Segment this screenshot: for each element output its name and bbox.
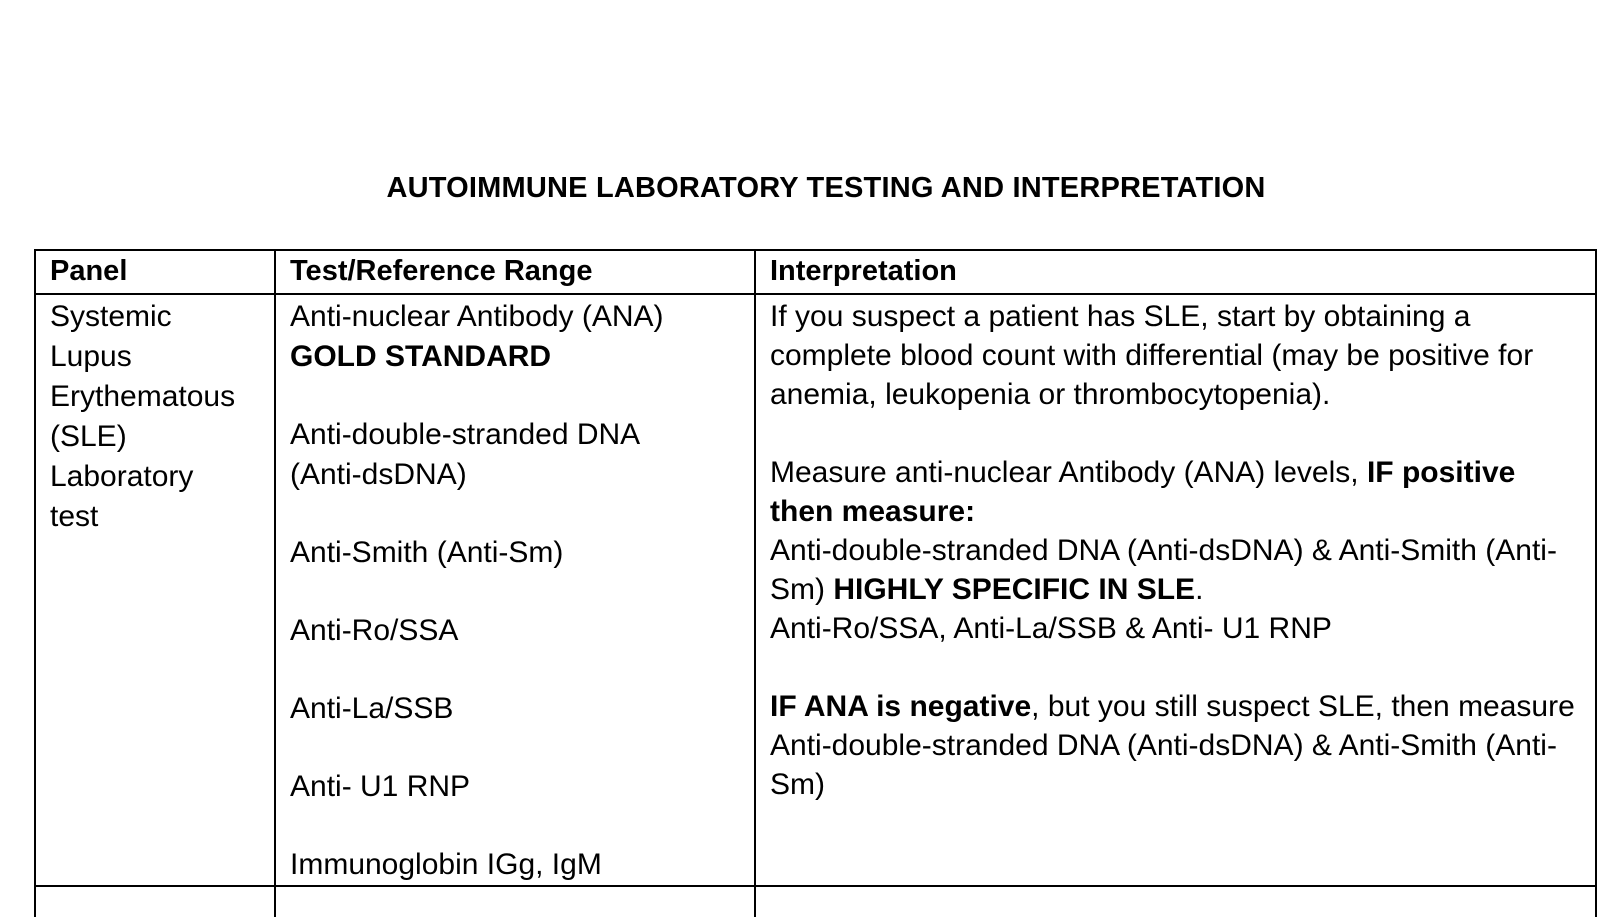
header-test-reference-range: Test/Reference Range (275, 250, 755, 294)
test-anti-dsdna-abbrev: (Anti-dsDNA) (290, 458, 467, 491)
lab-testing-table (34, 249, 1597, 917)
panel-line: Laboratory (50, 460, 194, 493)
interpretation-text: . (1195, 573, 1204, 606)
test-anti-smith: Anti-Smith (Anti-Sm) (290, 536, 564, 569)
test-immunoglobin: Immunoglobin IGg, IgM (290, 848, 602, 881)
document-title: AUTOIMMUNE LABORATORY TESTING AND INTERPRETATION (386, 172, 1266, 204)
interpretation-text: , but you still suspect SLE, then measure Anti-double-stranded DNA (Anti-dsDNA) & Anti-Smith (Anti-Sm) (770, 690, 1575, 801)
interpretation-cell (755, 294, 1596, 886)
interpretation-paragraph (770, 531, 1583, 609)
test-anti-ro: Anti-Ro/SSA (290, 614, 459, 647)
test-cell (275, 294, 755, 886)
panel-line: Lupus (50, 340, 132, 373)
interpretation-paragraph (770, 453, 1583, 531)
interpretation-text: Measure anti-nuclear Antibody (ANA) levels, (770, 456, 1367, 489)
interpretation-emphasis: IF ANA is negative (770, 690, 1032, 723)
panel-line: Erythematous (50, 380, 236, 413)
test-anti-la: Anti-La/SSB (290, 692, 454, 725)
interpretation-emphasis: HIGHLY SPECIFIC IN SLE (833, 573, 1196, 606)
table-header-row (35, 250, 1596, 294)
interpretation-cell (755, 886, 1596, 917)
panel-cell (35, 294, 275, 886)
header-interpretation: Interpretation (755, 250, 1596, 294)
test-ana: Anti-nuclear Antibody (ANA) (290, 300, 664, 333)
panel-line: test (50, 500, 99, 533)
gold-standard-label: GOLD STANDARD (290, 340, 552, 373)
test-anti-dsdna: Anti-double-stranded DNA (290, 418, 641, 451)
interpretation-paragraph: If you suspect a patient has SLE, start by obtaining a complete blood count with differential (may be positive for anemia, leukopenia or thrombocytopenia). (770, 300, 1534, 411)
interpretation-paragraph (770, 687, 1583, 804)
interpretation-emphasis: IF positive then measure: (770, 456, 1516, 528)
table-row (35, 294, 1596, 886)
interpretation-paragraph: Anti-Ro/SSA, Anti-La/SSB & Anti- U1 RNP (770, 612, 1332, 645)
interpretation-text: Anti-double-stranded DNA (Anti-dsDNA) & Anti-Smith (Anti-Sm) (770, 534, 1557, 606)
test-anti-u1-rnp: Anti- U1 RNP (290, 770, 471, 803)
panel-cell (35, 886, 275, 917)
panel-line: (SLE) (50, 420, 127, 453)
table-row (35, 886, 1596, 917)
test-cell (275, 886, 755, 917)
panel-line: Systemic (50, 300, 172, 333)
header-panel: Panel (35, 250, 275, 294)
